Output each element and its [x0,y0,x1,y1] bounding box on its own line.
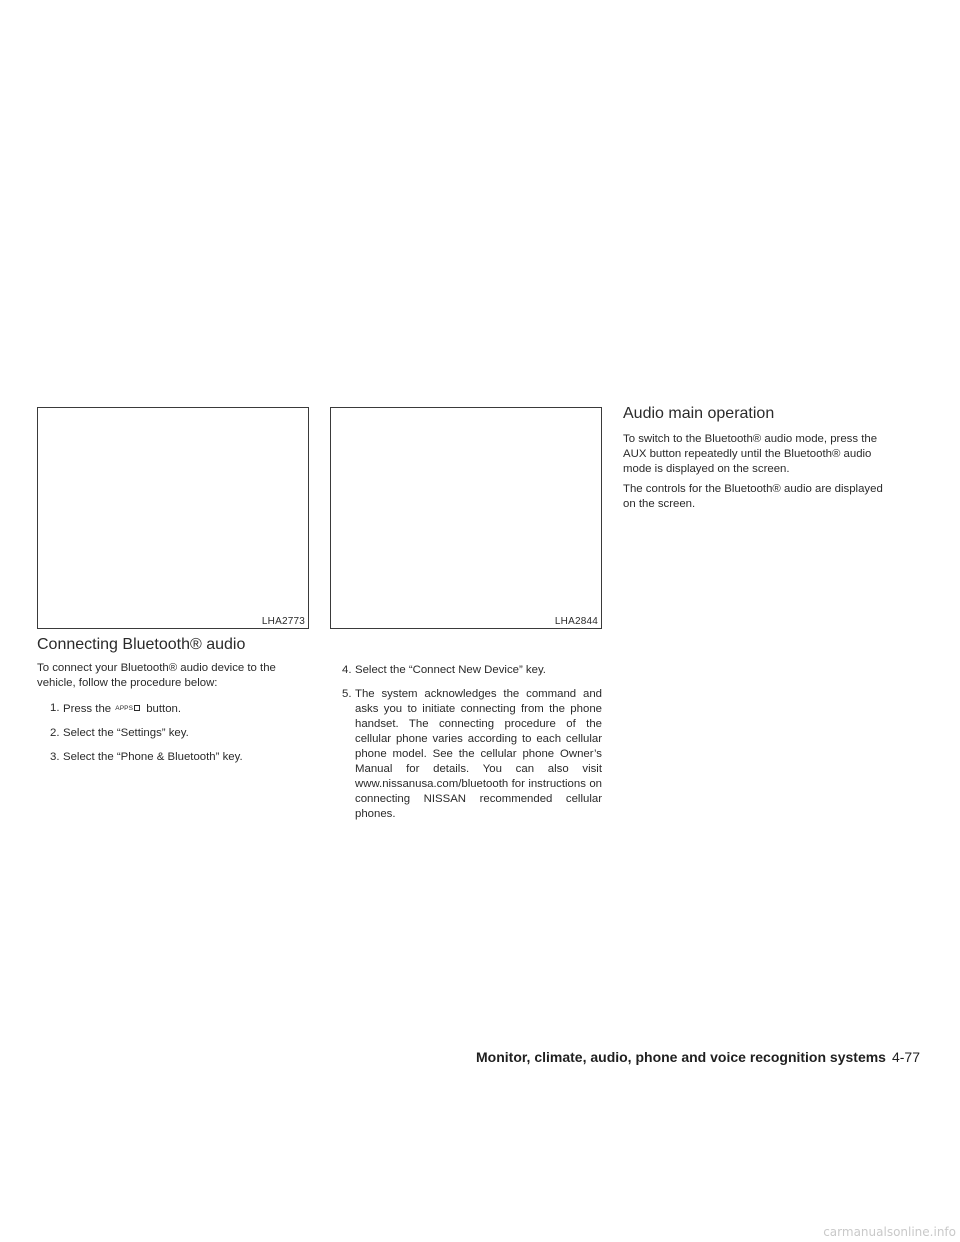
intro-paragraph: To connect your Bluetooth® audio device to the vehicle, follow the procedure below: [37,662,276,689]
figure-code: LHA2844 [554,616,598,627]
step-number: 5. [342,688,352,700]
watermark: carmanualsonline.info [823,1225,956,1239]
apps-icon-box [134,705,140,711]
footer-section-title: Monitor, climate, audio, phone and voice recognition systems [476,1049,886,1065]
audio-paragraph-1: To switch to the Bluetooth® audio mode, press the AUX button repeatedly until the Bluetooth® audio mode is displayed on the screen. [623,433,878,475]
step-text: Select the “Settings” key. [63,727,189,739]
step-number: 2. [50,727,60,739]
apps-icon-label: APPS [115,705,134,712]
step-item-3 [50,750,310,765]
step-text: Select the “Connect New Device” key. [355,664,546,676]
step-item-4 [342,663,602,678]
step-text: Select the “Phone & Bluetooth” key. [63,751,243,763]
section-heading-connecting: Connecting Bluetooth® audio [37,636,246,653]
figure-lha2844 [330,407,602,629]
steps-list-left [50,701,310,774]
step-number: 3. [50,751,60,763]
step-item-1 [50,701,310,717]
audio-paragraph-2: The controls for the Bluetooth® audio are displayed on the screen. [623,483,883,510]
step-number: 1. [50,702,60,714]
step-text-prefix: Press the [63,703,112,715]
section-heading-audio-main: Audio main operation [623,405,775,422]
page-footer [476,1049,920,1065]
page-number: 4-77 [891,1049,920,1065]
step-text: The system acknowledges the command and asks you to initiate connecting from the phone handset. The connecting procedure of the cellular phone varies according to each cellular phone model. See the cellular phone Owner’s Manual for details. You can also visit www.nissanusa.com/bluetooth for instructions on connecting NISSAN recommended cellular phones. [355,688,602,820]
step-number: 4. [342,664,352,676]
step-item-2 [50,726,310,741]
step-text-suffix: button. [146,703,182,715]
figure-code: LHA2773 [261,616,305,627]
step-item-5 [342,687,602,822]
steps-list-right [342,663,602,831]
figure-lha2773 [37,407,309,629]
apps-button-icon [115,701,140,716]
